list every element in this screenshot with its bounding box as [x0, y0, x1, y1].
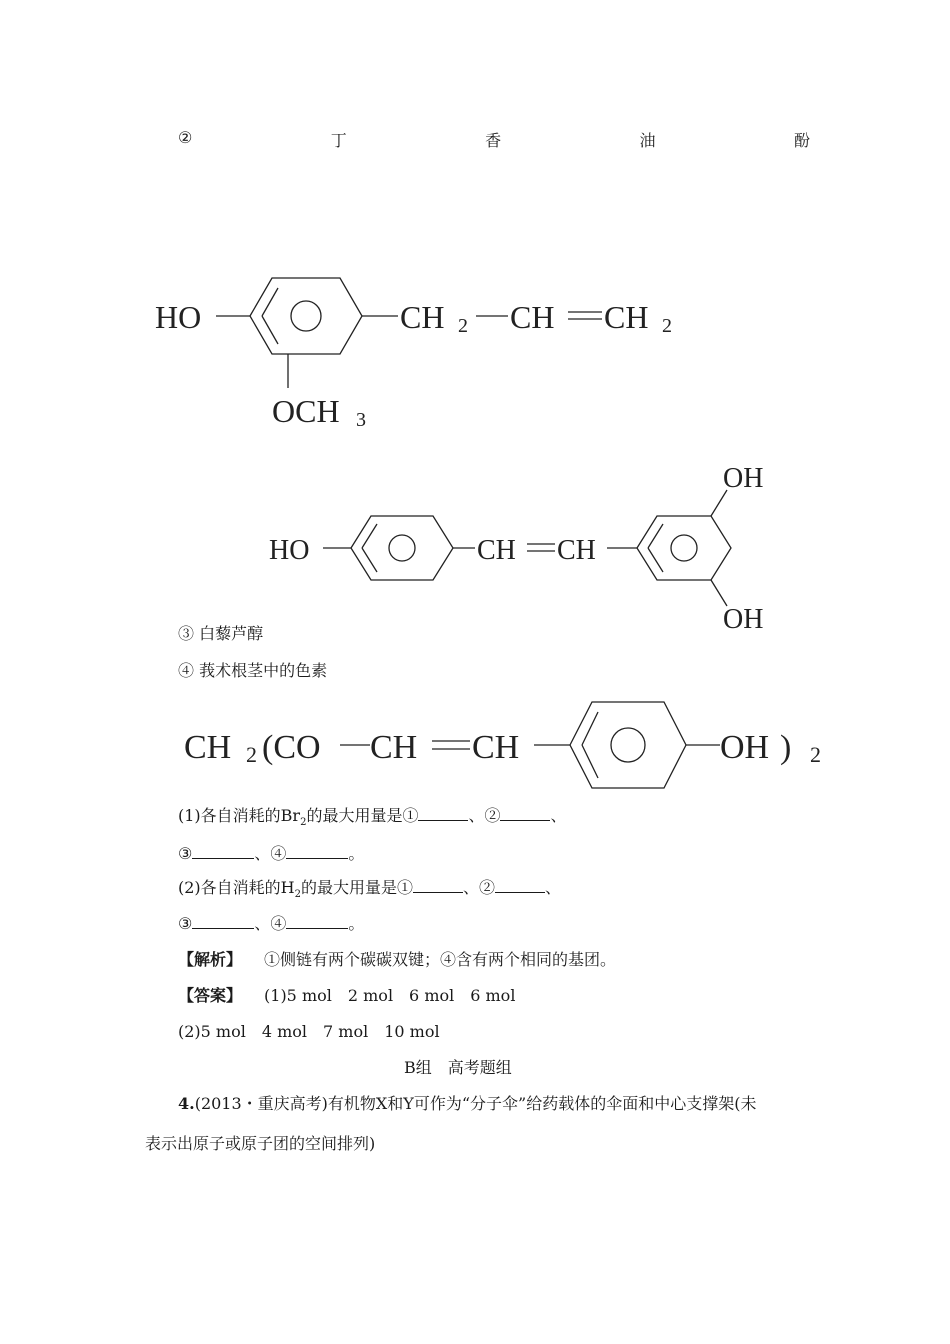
- answer-text-1: (1)5 mol 2 mol 6 mol 6 mol: [264, 986, 516, 1005]
- aromatic-circle: [389, 535, 415, 561]
- problem-4-line-1: [178, 1096, 756, 1112]
- item3-label: ③ 白藜芦醇: [178, 624, 264, 643]
- resveratrol-ch-a: CH: [477, 535, 516, 566]
- aromatic-circle: [671, 535, 697, 561]
- eugenol-ho: HO: [155, 299, 202, 335]
- question-1-line-1: [178, 808, 567, 828]
- q1-rest: 的最大用量是①: [306, 806, 419, 825]
- answer-line-2: (2)5 mol 4 mol 7 mol 10 mol: [178, 1022, 440, 1041]
- item2-heading: [178, 128, 810, 151]
- item2-char: 油: [639, 131, 656, 150]
- item2-char: ②: [178, 128, 193, 147]
- eugenol-ch2-a: CH: [400, 299, 445, 335]
- eugenol-och3-sub: 3: [356, 409, 366, 431]
- aromatic-circle: [291, 301, 321, 331]
- q2-end: 、: [545, 878, 562, 897]
- q2-sub: 2: [294, 889, 301, 901]
- answer-blank[interactable]: [286, 858, 348, 859]
- answer-line-1: [178, 988, 515, 1004]
- eugenol-ch: CH: [510, 299, 555, 335]
- q1-l2-c: 。: [348, 844, 365, 863]
- resveratrol-structure: [265, 460, 785, 635]
- problem-text-1: (2013・重庆高考)有机物X和Y可作为“分子伞”给药载体的伞面和中心支撑架(未: [194, 1094, 757, 1113]
- q1-mid: 、②: [468, 806, 501, 825]
- curcumin-co: (CO: [262, 729, 321, 766]
- resveratrol-ch-b: CH: [557, 535, 596, 566]
- resveratrol-oh-bottom: OH: [723, 604, 764, 635]
- q1-text: (1)各自消耗的Br: [178, 806, 301, 825]
- curcumin-close-sub: 2: [810, 742, 821, 767]
- resveratrol-oh-top: OH: [723, 463, 764, 494]
- eugenol-ch2-b: CH: [604, 299, 649, 335]
- q1-sub: 2: [300, 817, 307, 829]
- q1-l2-a: ③: [178, 844, 193, 863]
- q2-l2-c: 。: [348, 914, 365, 933]
- resveratrol-ho: HO: [269, 535, 310, 566]
- q1-l2-b: 、④: [254, 844, 287, 863]
- benzene-ring: [637, 516, 731, 580]
- q2-l2-a: ③: [178, 914, 193, 933]
- eugenol-och3: OCH: [272, 393, 340, 429]
- bond: [711, 580, 727, 606]
- curcumin-ch-a: CH: [370, 729, 418, 766]
- answer-blank[interactable]: [192, 928, 254, 929]
- q2-mid: 、②: [463, 878, 496, 897]
- section-title: B组 高考题组: [404, 1058, 512, 1077]
- curcumin-ch-b: CH: [472, 729, 520, 766]
- eugenol-ch2-a-sub: 2: [458, 315, 468, 337]
- eugenol-structure: [150, 270, 690, 440]
- q2-text: (2)各自消耗的H: [178, 878, 295, 897]
- analysis-line: [178, 952, 616, 968]
- aromatic-circle: [611, 728, 645, 762]
- curcumin-structure: [180, 696, 835, 796]
- benzene-ring: [351, 516, 453, 580]
- benzene-ring: [570, 702, 686, 788]
- item2-char: 酚: [793, 131, 810, 150]
- question-2-line-1: [178, 880, 561, 900]
- question-1-line-2: [178, 846, 364, 862]
- eugenol-ch2-b-sub: 2: [662, 315, 672, 337]
- curcumin-ch2: CH: [184, 729, 232, 766]
- q2-rest: 的最大用量是①: [301, 878, 414, 897]
- answer-blank[interactable]: [418, 820, 468, 821]
- answer-tag: 【答案】: [178, 986, 243, 1005]
- item2-char: 丁: [330, 131, 347, 150]
- problem-4-line-2: 表示出原子或原子团的空间排列): [145, 1134, 376, 1153]
- answer-blank[interactable]: [500, 820, 550, 821]
- answer-blank[interactable]: [495, 892, 545, 893]
- q1-end: 、: [550, 806, 567, 825]
- curcumin-close: ): [780, 729, 792, 766]
- analysis-text: ①侧链有两个碳碳双键；④含有两个相同的基团。: [264, 950, 617, 969]
- analysis-tag: 【解析】: [178, 950, 243, 969]
- item2-char: 香: [485, 131, 502, 150]
- item4-label: ④ 莪术根茎中的色素: [178, 661, 328, 680]
- answer-blank[interactable]: [286, 928, 348, 929]
- benzene-ring: [250, 278, 362, 354]
- curcumin-oh: OH: [720, 729, 770, 766]
- question-2-line-2: [178, 916, 364, 932]
- answer-blank[interactable]: [192, 858, 254, 859]
- q2-l2-b: 、④: [254, 914, 287, 933]
- curcumin-ch2-sub: 2: [246, 742, 257, 767]
- answer-blank[interactable]: [413, 892, 463, 893]
- problem-number: 4.: [178, 1094, 195, 1113]
